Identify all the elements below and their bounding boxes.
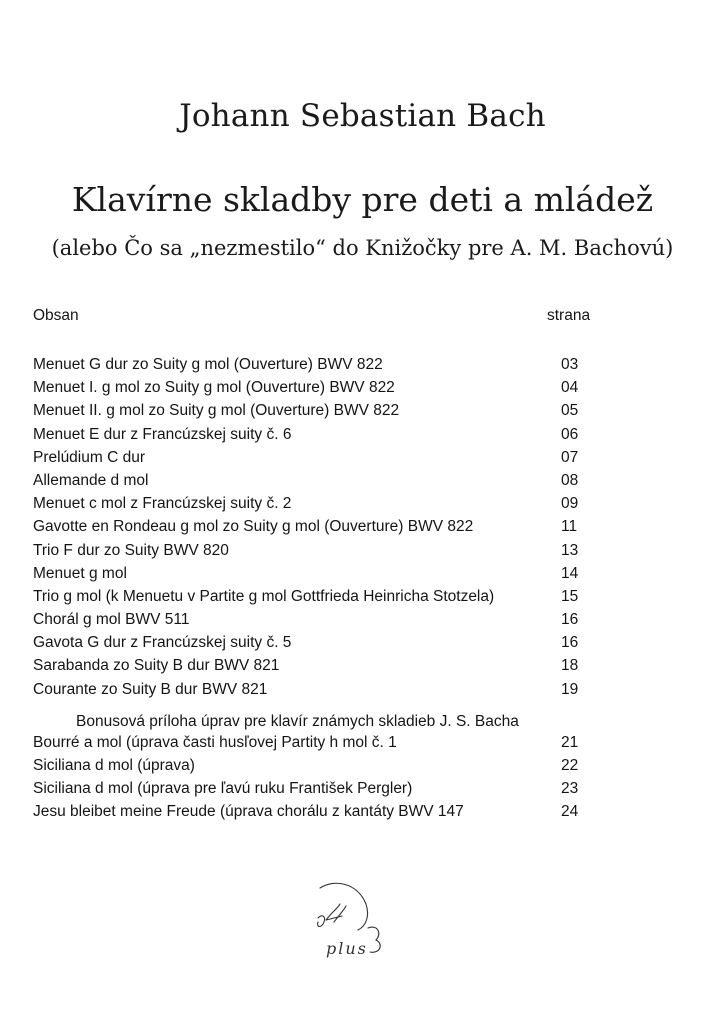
toc-entry [33,565,603,588]
toc-page-heading: strana [547,307,591,324]
toc-entry-title: Menuet g mol [33,564,127,582]
toc-entry [33,518,603,541]
toc-entry-page: 07 [561,448,579,466]
toc-header [33,307,603,329]
toc-entry [33,757,603,780]
toc-entry [33,472,603,495]
toc-entry-page: 22 [561,757,579,774]
table-of-contents [33,307,603,827]
toc-entry [33,681,603,704]
toc-entry [33,542,603,565]
toc-entry-page: 18 [561,657,579,675]
logo-text: plus [326,939,368,958]
toc-entry-page: 05 [561,402,579,420]
toc-entry-title: Allemande d mol [33,471,149,489]
toc-entry [33,657,603,680]
toc-entry-title: Trio F dur zo Suity BWV 820 [33,541,229,559]
toc-entry-page: 09 [561,495,579,513]
toc-entry [33,734,603,757]
bonus-entries [33,734,603,827]
toc-entry [33,402,603,425]
toc-entry-page: 15 [561,587,579,605]
author-name: Johann Sebastian Bach [179,98,546,134]
toc-entry-title: Chorál g mol BWV 511 [33,611,190,629]
document-subtitle: (alebo Čo sa „nezmestilo“ do Knižočky pre A. M. Bachovú) [51,236,674,260]
toc-entry-title: Siciliana d mol (úprava) [33,757,195,774]
toc-entry-title: Courante zo Suity B dur BWV 821 [33,680,268,698]
toc-entry-title: Trio g mol (k Menuetu v Partite g mol Gottfrieda Heinricha Stotzela) [33,587,495,605]
toc-entry-title: Sarabanda zo Suity B dur BWV 821 [33,657,280,675]
toc-entry-page: 21 [561,733,579,751]
toc-entries [33,356,603,704]
toc-entry-page: 11 [561,518,578,536]
toc-entry [33,449,603,472]
publisher-logo [296,874,396,964]
toc-entry-page: 06 [561,425,579,443]
toc-entry-title: Menuet E dur z Francúzskej suity č. 6 [33,425,292,443]
toc-entry-title: Menuet II. g mol zo Suity g mol (Ouverture) BWV 822 [33,402,400,420]
toc-entry-title: Menuet I. g mol zo Suity g mol (Ouverture) BWV 822 [33,379,395,397]
toc-entry [33,634,603,657]
h-plus-logo-icon [296,874,396,964]
toc-entry-page: 13 [561,541,579,559]
toc-entry-title: Bourré a mol (úprava časti husľovej Partity h mol č. 1 [33,733,397,751]
toc-entry [33,426,603,449]
toc-entry-title: Gavota G dur z Francúzskej suity č. 5 [33,634,292,652]
toc-entry-page: 04 [561,379,579,397]
toc-entry-page: 14 [561,564,579,582]
toc-entry-page: 08 [561,471,579,489]
toc-entry [33,611,603,634]
bonus-heading: Bonusová príloha úprav pre klavír známych skladieb J. S. Bacha [76,712,519,730]
toc-entry [33,379,603,402]
toc-heading: Obsan [33,307,79,324]
toc-entry [33,780,603,803]
toc-entry [33,495,603,518]
toc-entry-title: Prelúdium C dur [33,448,145,466]
toc-entry-title: Siciliana d mol (úprava pre ľavú ruku František Pergler) [33,780,413,798]
toc-entry-page: 19 [561,680,579,698]
toc-entry-page: 24 [561,803,579,821]
document-title: Klavírne skladby pre deti a mládež [71,180,654,219]
toc-entry [33,356,603,379]
toc-entry-title: Menuet c mol z Francúzskej suity č. 2 [33,495,292,513]
toc-entry-page: 16 [561,611,579,629]
toc-entry [33,588,603,611]
toc-entry [33,803,603,826]
toc-entry-page: 16 [561,634,579,652]
toc-entry-title: Jesu bleibet meine Freude (úprava chorálu z kantáty BWV 147 [33,803,464,821]
toc-entry-page: 23 [561,780,579,798]
toc-entry-title: Gavotte en Rondeau g mol zo Suity g mol (Ouverture) BWV 822 [33,518,474,536]
toc-entry-page: 03 [561,356,579,373]
toc-entry-title: Menuet G dur zo Suity g mol (Ouverture) BWV 822 [33,356,383,373]
